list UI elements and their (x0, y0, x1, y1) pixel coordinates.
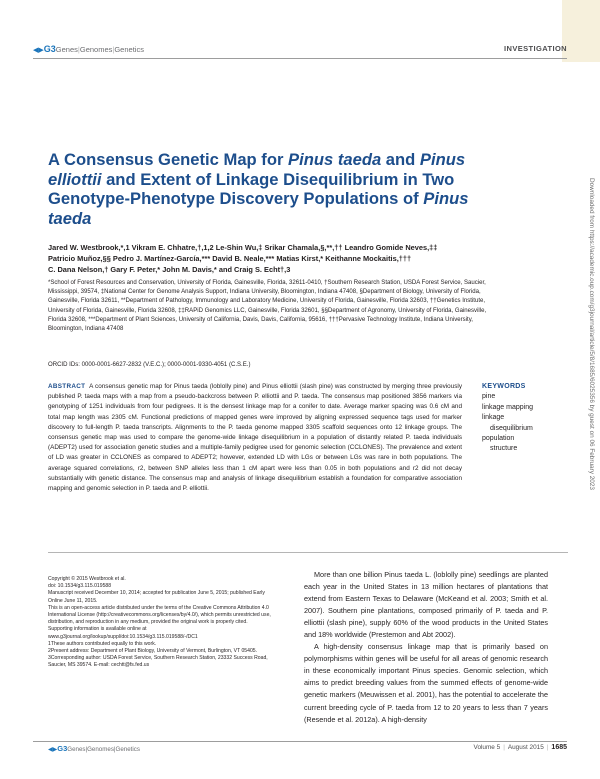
keyword-item: linkage mapping (482, 403, 533, 411)
title-part: and (381, 150, 420, 169)
logo-genes: Genes (55, 45, 78, 54)
keyword-item: structure (490, 445, 518, 453)
footer-info (474, 744, 567, 751)
license-note: This is an open-access article distributed under the terms of the Creative Commons Attribution 4.0 International License (http://creativecommons.org/licenses/by/4.0/), which permits unrestricted use, distribution, and reproduction in any medium, provided the original work is properly cited. (48, 604, 271, 626)
article-notes (48, 576, 280, 670)
author-line: Patricio Muñoz,§§ Pedro J. Martínez-García,*** David B. Neale,*** Matias Kirst,* Keithanne Mockaitis,††† (48, 254, 412, 264)
title-part: and Extent of Linkage Disequilibrium in Two Genotype-Phenotype Discovery Populations of (48, 169, 455, 209)
corner-tab (562, 0, 600, 62)
body-paragraph: A high-density consensus linkage map that is primarily based on polymorphisms within genes will be useful for all areas of genomic research in these economically important Pinus species. Genomic selection, which aims to predict breeding values from the summed effects of genome-wide genetic markers (Meuwissen et al. 2001), has the potential to accelerate the current breeding cycle of P. taeda from 12 to 20 years to less than 7 years (Resende et al. 2012a). A high-density (304, 642, 548, 724)
logo-separator: | (77, 45, 80, 54)
manuscript-dates: Manuscript received December 10, 2014; accepted for publication June 5, 2015; published Early Online June 11, 2015. (48, 590, 265, 604)
volume: Volume 5 (473, 744, 501, 751)
keywords-box (482, 382, 572, 455)
footnote: 3Corresponding author: USDA Forest Service, Southern Research Station, 23332 Success Road, Saucier, MS 39574. E-mail: cechtt@fs.fed.us (48, 655, 268, 669)
keyword-item: population (482, 435, 515, 443)
footer-divider (33, 741, 567, 742)
keyword-item: linkage (482, 414, 505, 422)
page-number: 1685 (551, 744, 567, 751)
author-list (48, 242, 498, 275)
body-paragraph: More than one billion Pinus taeda L. (loblolly pine) seedlings are planted each year in the United States in 13 million hectares of plantations that extend from Eastern Texas to Delaware (McKeand et al. 2003; Smith et al. 2007). Southern pine plantations, composed primarily of P. taeda and P. elliottii (slash pine), supply 60% of the wood products in the United States and 18% worldwide (Prestemon and Abt 2002). (304, 570, 548, 640)
footnote: 1These authors contributed equally to this work. (48, 640, 157, 647)
title-species: Pinus taeda (288, 150, 382, 169)
title-species: Pinus taeda (48, 189, 469, 228)
logo-separator: | (112, 45, 115, 54)
abstract-label: ABSTRACT (48, 383, 86, 390)
copyright-note: Copyright © 2015 Westbrook et al. (48, 576, 126, 582)
keyword-item: disequilibrium (490, 424, 533, 432)
author-line: C. Dana Nelson,† Gary F. Peter,* John M. Davis,* and Craig S. Echt†,3 (48, 265, 291, 275)
logo-g3: G3 (57, 744, 68, 753)
footnote: 2Present address: Department of Plant Biology, University of Vermont, Burlington, VT 05405. (48, 648, 258, 655)
body-text (304, 569, 548, 726)
logo-separator: | (113, 746, 116, 753)
title-species: Pinus elliottii (48, 150, 466, 189)
issue-date: August 2015 (507, 744, 544, 751)
logo-genetics: Genetics (115, 746, 140, 753)
title-part: A Consensus Genetic Map for (48, 150, 289, 169)
abstract (48, 382, 462, 494)
section-label: INVESTIGATION (504, 44, 567, 53)
keywords-label: KEYWORDS (482, 383, 526, 390)
logo-genomes: Genomes (79, 45, 113, 54)
download-watermark: Downloaded from https://academic.oup.com/g3journal/article/5/8/1685/6025356 by guest on 06 February 2023 (588, 178, 595, 490)
journal-logo[interactable] (33, 44, 144, 54)
doi-link[interactable]: doi: 10.1534/g3.115.019588 (48, 583, 112, 590)
abstract-divider (48, 552, 568, 553)
affiliations: *School of Forest Resources and Conservation, University of Florida, Gainesville, Florida, 32611-0410, †Southern Research Station, USDA Forest Service, Saucier, Mississippi, 39574, ‡National Center for Genome Analysis Support, Indiana University, Bloomington, Indiana 47408, §Department of Biology, University of Florida, Gainesville, Florida 32611, **Department of Pathology, Immunology and Laboratory Medicine, University of Florida, Gainesville, Florida 32603, ††Genetics Institute, University of Florida, Gainesville, Florida 32608, ‡‡RAPiD Genomics LLC, Gainesville, Florida 32601, §§Department of Agronomy, University of Florida, Gainesville, Florida 32608, ***Department of Plant Sciences, University of California, Davis, Davis, California, 95616, †††Pervasive Technology Institute, Indiana University, Bloomington, Indiana 47408 (48, 280, 487, 333)
logo-genetics: Genetics (114, 45, 144, 54)
supporting-info[interactable]: Supporting information is available online at www.g3journal.org/lookup/suppl/doi:10.1534/g3.115.019588/-/DC1 (48, 626, 198, 640)
footer-separator: | (503, 744, 505, 751)
abstract-text: A consensus genetic map for Pinus taeda (loblolly pine) and Pinus elliottii (slash pine) was constructed by merging three previously published P. taeda maps with a map from a pseudo-backcross between P. elliottii and P. taeda. The consensus map positioned 3856 markers via genotyping of 1251 individuals from four pedigrees. It is the densest linkage map for a conifer to date. Average marker spacing was 0.6 cM and total map length was 2305 cM. Functional predictions of mapped genes were improved by aligning expressed sequence tags used for marker discovery to full-length P. taeda transcripts. Alignments to the P. taeda genome mapped 3305 scaffold sequences onto 12 linkage groups. The consensus genetic map was used to compare the genome-wide linkage disequilibrium in a population of distantly related P. taeda individuals (ADEPT2) used for association genetic studies and a multiple-family pedigree used for genomic selection (CCLONES). The prevalence and extent of LD was greater in CCLONES as compared to ADEPT2; however, extended LD with LGs or between LGs was rare in both populations. The average squared correlations, r2, between SNP alleles less than 1 cM apart were less than 0.05 in both populations and r2 did not decay substantially with genetic distance. The consensus map and analysis of linkage disequilibrium establish a foundation for comparative association mapping and genomic selection in P. taeda and P. elliottii. (48, 383, 462, 493)
logo-separator: | (85, 746, 88, 753)
article-title (48, 150, 488, 228)
logo-genomes: Genomes (87, 746, 114, 753)
logo-arrow-icon: ◀▶ (48, 747, 58, 753)
logo-g3: G3 (43, 44, 56, 54)
logo-arrow-icon: ◀▶ (33, 47, 44, 54)
keyword-item: pine (482, 393, 496, 401)
logo-genes: Genes (67, 746, 86, 753)
author-line: Jared W. Westbrook,*,1 Vikram E. Chhatre,†,1,2 Le-Shin Wu,‡ Srikar Chamala,§,**,†† Leandro Gomide Neves,‡‡ (48, 243, 438, 252)
footer-separator: | (546, 744, 549, 751)
orcid-ids: ORCID IDs: 0000-0001-6627-2832 (V.E.C.); 0000-0001-9330-4051 (C.S.E.) (48, 362, 251, 368)
header-divider (33, 58, 567, 59)
footer-logo[interactable] (48, 744, 140, 753)
